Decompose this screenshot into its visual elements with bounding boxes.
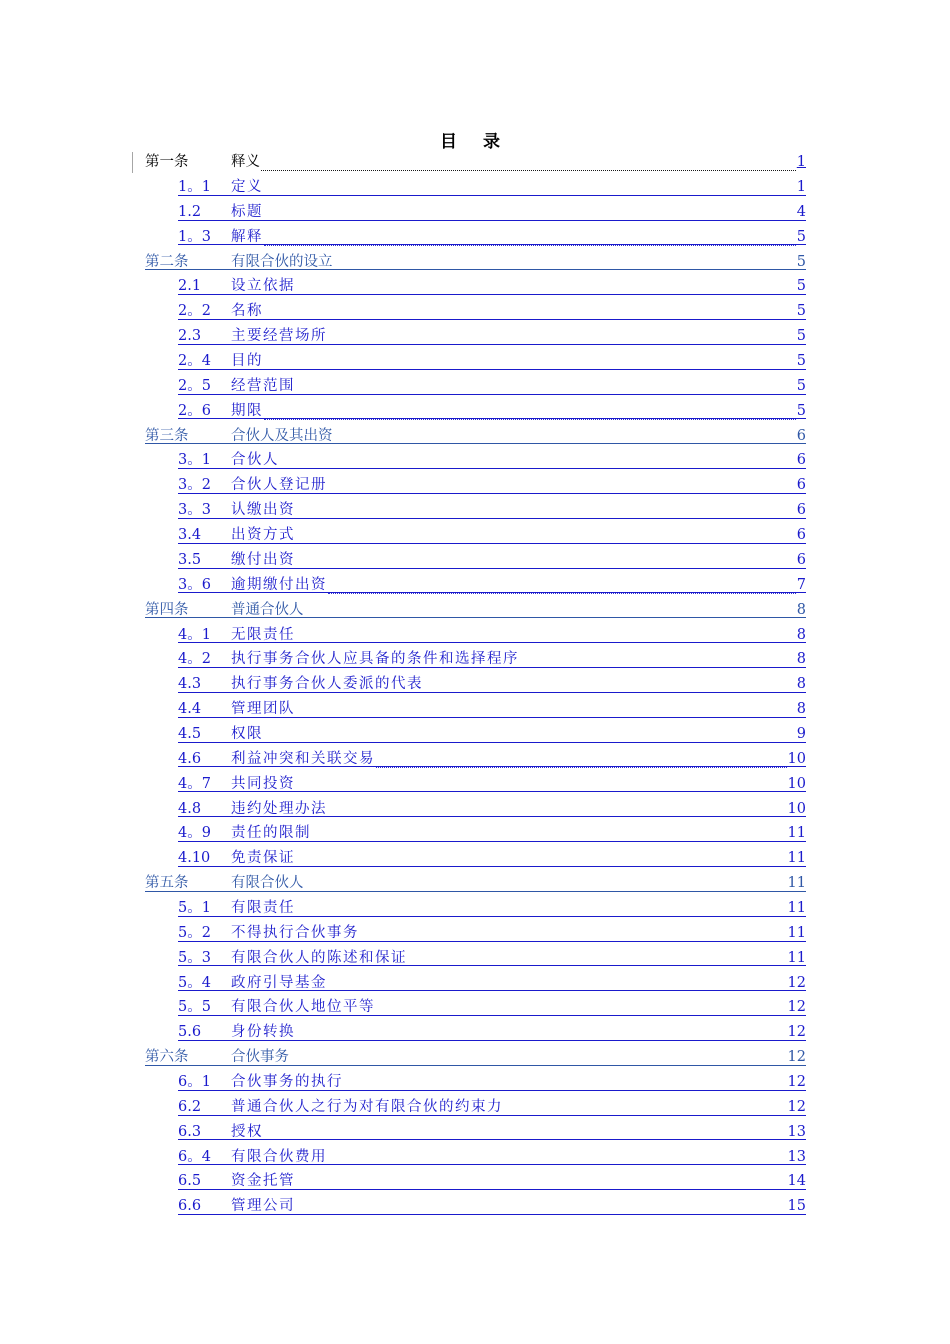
link-underline bbox=[178, 1090, 806, 1091]
toc-entry-title: 期限 bbox=[231, 402, 263, 419]
link-underline bbox=[145, 1065, 806, 1066]
toc-article-link[interactable] bbox=[0, 871, 950, 896]
toc-page-number: 12 bbox=[787, 974, 806, 991]
toc-entry-title: 合伙事务 bbox=[231, 1049, 289, 1066]
dot-leader bbox=[328, 976, 787, 991]
toc-entry-number: 3。2 bbox=[178, 477, 211, 494]
toc-entry-number: 6。1 bbox=[178, 1073, 211, 1090]
toc-entry-title: 有限合伙费用 bbox=[231, 1148, 327, 1165]
link-underline bbox=[178, 791, 806, 792]
link-underline bbox=[178, 667, 806, 668]
toc-page-number: 5 bbox=[796, 228, 806, 245]
toc-entry-number: 4。9 bbox=[178, 825, 211, 842]
dot-leader bbox=[264, 206, 796, 221]
toc-entry-number: 4.3 bbox=[178, 676, 202, 693]
toc-entry-title: 标题 bbox=[231, 203, 263, 220]
toc-entry-number: 5。2 bbox=[178, 924, 211, 941]
link-underline bbox=[178, 1015, 806, 1016]
dot-leader bbox=[328, 479, 796, 494]
dot-leader bbox=[328, 330, 796, 345]
dot-leader bbox=[296, 380, 796, 395]
link-underline bbox=[145, 617, 806, 618]
link-underline bbox=[178, 692, 806, 693]
toc-entry-number: 第三条 bbox=[145, 427, 189, 444]
toc-page-number: 7 bbox=[796, 576, 806, 593]
toc-section-link[interactable] bbox=[0, 896, 950, 921]
dot-leader bbox=[408, 951, 787, 966]
toc-entry-number: 6.6 bbox=[178, 1198, 202, 1215]
toc-entry-title: 主要经营场所 bbox=[231, 328, 327, 345]
dot-leader bbox=[296, 1200, 787, 1215]
toc-page-number: 11 bbox=[787, 875, 806, 892]
dot-leader bbox=[328, 1150, 787, 1165]
dot-leader bbox=[376, 753, 787, 768]
toc-page-number: 8 bbox=[796, 601, 806, 618]
toc-entry-title: 定义 bbox=[231, 179, 263, 196]
link-underline bbox=[145, 891, 806, 892]
toc-page-number: 10 bbox=[787, 750, 806, 767]
toc-section-link[interactable] bbox=[0, 647, 950, 672]
dot-leader bbox=[334, 429, 796, 444]
toc-entry-number: 第六条 bbox=[145, 1049, 189, 1066]
link-underline bbox=[178, 1164, 806, 1165]
toc-page-number: 1 bbox=[796, 179, 806, 196]
link-underline bbox=[178, 468, 806, 469]
link-underline bbox=[178, 294, 806, 295]
toc-entry-title: 利益冲突和关联交易 bbox=[231, 750, 375, 767]
toc-section-link[interactable] bbox=[0, 1194, 950, 1219]
toc-page-number: 11 bbox=[787, 899, 806, 916]
toc-page-number: 5 bbox=[796, 253, 806, 270]
toc-page-number: 8 bbox=[796, 626, 806, 643]
toc-entry-number: 5。4 bbox=[178, 974, 211, 991]
toc-page-number: 5 bbox=[796, 402, 806, 419]
toc-page-number: 14 bbox=[787, 1173, 806, 1190]
toc-entry-title: 设立依据 bbox=[231, 278, 295, 295]
toc-article-link[interactable] bbox=[0, 423, 950, 448]
toc-section-link[interactable] bbox=[0, 921, 950, 946]
toc-section-link[interactable] bbox=[0, 498, 950, 523]
toc-entry-number: 第四条 bbox=[145, 601, 189, 618]
toc-entry-title: 责任的限制 bbox=[231, 825, 311, 842]
dot-leader bbox=[264, 305, 796, 320]
dot-leader bbox=[296, 1175, 787, 1190]
toc-section-link[interactable] bbox=[0, 1070, 950, 1095]
dot-leader bbox=[312, 827, 787, 842]
toc-page-number: 6 bbox=[796, 551, 806, 568]
dot-leader bbox=[296, 628, 796, 643]
toc-section-link[interactable] bbox=[0, 1020, 950, 1045]
toc-section-link[interactable] bbox=[0, 946, 950, 971]
toc-page-number: 5 bbox=[796, 303, 806, 320]
link-underline bbox=[178, 742, 806, 743]
toc-entry-number: 2.1 bbox=[178, 278, 202, 295]
toc-section-link[interactable] bbox=[0, 697, 950, 722]
toc-entry-title: 合伙事务的执行 bbox=[231, 1073, 343, 1090]
toc-section-link[interactable] bbox=[0, 374, 950, 399]
toc-entry-title: 释义 bbox=[231, 154, 260, 171]
toc-entry-title: 管理公司 bbox=[231, 1198, 295, 1215]
toc-section-link[interactable] bbox=[0, 274, 950, 299]
toc-page-number: 12 bbox=[787, 1049, 806, 1066]
toc-entry-title: 普通合伙人之行为对有限合伙的约束力 bbox=[231, 1098, 503, 1115]
dot-leader bbox=[305, 603, 796, 618]
link-underline bbox=[178, 319, 806, 320]
toc-section-link[interactable] bbox=[0, 473, 950, 498]
toc-entry-title: 经营范围 bbox=[231, 377, 295, 394]
toc-section-link[interactable] bbox=[0, 399, 950, 424]
link-underline bbox=[178, 1040, 806, 1041]
toc-entry-number: 第一条 bbox=[145, 154, 189, 171]
link-underline bbox=[178, 244, 806, 245]
toc-entry-title: 执行事务合伙人委派的代表 bbox=[231, 676, 423, 693]
link-underline bbox=[178, 816, 806, 817]
toc-section-link[interactable] bbox=[0, 523, 950, 548]
toc-entry-number: 3.5 bbox=[178, 551, 202, 568]
toc-entry-number: 6.5 bbox=[178, 1173, 202, 1190]
link-underline bbox=[178, 1189, 806, 1190]
link-underline bbox=[178, 916, 806, 917]
link-underline bbox=[145, 269, 806, 270]
toc-entry-number: 6。4 bbox=[178, 1148, 211, 1165]
toc-entry-number: 4.6 bbox=[178, 750, 202, 767]
toc-entry-number: 5。1 bbox=[178, 899, 211, 916]
toc-page-number: 6 bbox=[796, 502, 806, 519]
toc-entry-title: 执行事务合伙人应具备的条件和选择程序 bbox=[231, 651, 519, 668]
toc-entry-number: 4。1 bbox=[178, 626, 211, 643]
toc-entry-number: 1.2 bbox=[178, 203, 202, 220]
toc-page-number: 8 bbox=[796, 676, 806, 693]
toc-page-number: 12 bbox=[787, 1098, 806, 1115]
toc-entry-number: 5。5 bbox=[178, 999, 211, 1016]
toc-section-link[interactable] bbox=[0, 747, 950, 772]
toc-entry-title: 管理团队 bbox=[231, 701, 295, 718]
toc-page-number: 13 bbox=[787, 1123, 806, 1140]
toc-section-link[interactable] bbox=[0, 1120, 950, 1145]
toc-entry-title: 缴付出资 bbox=[231, 551, 295, 568]
toc-section-link[interactable] bbox=[0, 175, 950, 200]
dot-leader bbox=[520, 653, 796, 668]
dot-leader bbox=[305, 877, 787, 892]
dot-leader bbox=[296, 902, 787, 917]
toc-entry-number: 2。2 bbox=[178, 303, 211, 320]
dot-leader bbox=[264, 405, 796, 420]
toc-entry-title: 目的 bbox=[231, 353, 263, 370]
toc-entry-title: 有限合伙人的陈述和保证 bbox=[231, 949, 407, 966]
toc-entry-number: 4.10 bbox=[178, 850, 211, 867]
toc-page-number: 11 bbox=[787, 850, 806, 867]
toc-entry-title: 不得执行合伙事务 bbox=[231, 924, 359, 941]
dot-leader bbox=[296, 777, 787, 792]
link-underline bbox=[178, 866, 806, 867]
toc-entry-number: 3。3 bbox=[178, 502, 211, 519]
toc-entry-title: 有限合伙的设立 bbox=[231, 253, 333, 270]
toc-entry-title: 合伙人及其出资 bbox=[231, 427, 333, 444]
toc-page-number: 11 bbox=[787, 825, 806, 842]
toc-article-link[interactable] bbox=[0, 597, 950, 622]
toc-entry-number: 4.8 bbox=[178, 800, 202, 817]
toc-section-link[interactable] bbox=[0, 672, 950, 697]
toc-page-number: 4 bbox=[796, 203, 806, 220]
link-underline bbox=[178, 941, 806, 942]
toc-entry-number: 1。1 bbox=[178, 179, 211, 196]
link-underline bbox=[178, 394, 806, 395]
toc-entry-title: 违约处理办法 bbox=[231, 800, 327, 817]
toc-page-number: 6 bbox=[796, 452, 806, 469]
toc-entry-number: 2。6 bbox=[178, 402, 211, 419]
toc-page-number: 12 bbox=[787, 999, 806, 1016]
toc-entry-title: 共同投资 bbox=[231, 775, 295, 792]
toc-page-number: 8 bbox=[796, 651, 806, 668]
dot-leader bbox=[424, 678, 796, 693]
toc-page-number: 5 bbox=[796, 377, 806, 394]
toc-page-number: 5 bbox=[796, 328, 806, 345]
toc-section-link[interactable] bbox=[0, 299, 950, 324]
link-underline bbox=[178, 195, 806, 196]
toc-entry-number: 第二条 bbox=[145, 253, 189, 270]
link-underline bbox=[178, 493, 806, 494]
toc-section-link[interactable] bbox=[0, 722, 950, 747]
toc-section-link[interactable] bbox=[0, 1144, 950, 1169]
toc-page-number: 12 bbox=[787, 1073, 806, 1090]
toc-entry-title: 政府引导基金 bbox=[231, 974, 327, 991]
dot-leader bbox=[296, 852, 787, 867]
toc-section-link[interactable] bbox=[0, 1095, 950, 1120]
toc-page-number: 9 bbox=[796, 725, 806, 742]
toc-section-link[interactable] bbox=[0, 548, 950, 573]
link-underline bbox=[178, 344, 806, 345]
link-underline bbox=[178, 990, 806, 991]
toc-page-number: 10 bbox=[787, 775, 806, 792]
toc-entry-number: 3。1 bbox=[178, 452, 211, 469]
dot-leader bbox=[280, 454, 796, 469]
dot-leader bbox=[328, 802, 787, 817]
toc-entry-number: 1。3 bbox=[178, 228, 211, 245]
dot-leader bbox=[296, 529, 796, 544]
toc-page-number: 8 bbox=[796, 701, 806, 718]
dot-leader bbox=[264, 728, 796, 743]
link-underline bbox=[178, 592, 806, 593]
toc-section-link[interactable] bbox=[0, 995, 950, 1020]
toc-page-number: 5 bbox=[796, 353, 806, 370]
toc-entry-number: 6.2 bbox=[178, 1098, 202, 1115]
toc-entry-title: 解释 bbox=[231, 228, 263, 245]
dot-leader bbox=[360, 927, 787, 942]
dot-leader bbox=[296, 280, 796, 295]
toc-section-link[interactable] bbox=[0, 796, 950, 821]
link-underline bbox=[178, 1214, 806, 1215]
toc-page-number: 6 bbox=[796, 527, 806, 544]
toc-entry-title: 名称 bbox=[231, 303, 263, 320]
toc-page-number: 10 bbox=[787, 800, 806, 817]
toc-entry-title: 权限 bbox=[231, 725, 263, 742]
toc-entry-title: 合伙人登记册 bbox=[231, 477, 327, 494]
link-underline bbox=[178, 841, 806, 842]
dot-leader bbox=[334, 255, 796, 270]
toc-entry-title: 资金托管 bbox=[231, 1173, 295, 1190]
toc-section-link[interactable] bbox=[0, 846, 950, 871]
toc-entry-number: 3。6 bbox=[178, 576, 211, 593]
toc-entry-title: 有限责任 bbox=[231, 899, 295, 916]
toc-entry-title: 免责保证 bbox=[231, 850, 295, 867]
toc-entry-number: 2。4 bbox=[178, 353, 211, 370]
toc-section-link[interactable] bbox=[0, 1169, 950, 1194]
dot-leader bbox=[344, 1076, 787, 1091]
toc-page-number: 1 bbox=[796, 154, 806, 171]
link-underline bbox=[178, 766, 806, 767]
toc-article-link[interactable] bbox=[0, 249, 950, 274]
toc-section-link[interactable] bbox=[0, 225, 950, 250]
toc-entry-number: 5。3 bbox=[178, 949, 211, 966]
dot-leader bbox=[290, 1051, 787, 1066]
toc-entry-title: 无限责任 bbox=[231, 626, 295, 643]
toc-section-link[interactable] bbox=[0, 821, 950, 846]
dot-leader bbox=[264, 355, 796, 370]
link-underline bbox=[178, 1115, 806, 1116]
toc-entry-number: 第五条 bbox=[145, 875, 189, 892]
toc-page-number: 15 bbox=[787, 1198, 806, 1215]
toc-section-link[interactable] bbox=[0, 200, 950, 225]
dot-leader bbox=[296, 703, 796, 718]
toc-entry-number: 2。5 bbox=[178, 377, 211, 394]
table-of-contents bbox=[0, 150, 950, 1219]
link-underline bbox=[178, 418, 806, 419]
toc-entry-title: 合伙人 bbox=[231, 452, 279, 469]
toc-section-link[interactable] bbox=[0, 324, 950, 349]
toc-section-link[interactable] bbox=[0, 573, 950, 598]
toc-entry-title: 认缴出资 bbox=[231, 502, 295, 519]
link-underline bbox=[178, 642, 806, 643]
toc-entry-title: 身份转换 bbox=[231, 1024, 295, 1041]
toc-page-number: 11 bbox=[787, 949, 806, 966]
toc-entry-number: 2.3 bbox=[178, 328, 202, 345]
toc-entry-title: 普通合伙人 bbox=[231, 601, 304, 618]
toc-page-number: 5 bbox=[796, 278, 806, 295]
toc-article-link[interactable] bbox=[0, 150, 950, 175]
toc-entry-title: 有限合伙人 bbox=[231, 875, 304, 892]
toc-page-number: 12 bbox=[787, 1024, 806, 1041]
toc-entry-title: 有限合伙人地位平等 bbox=[231, 999, 375, 1016]
toc-section-link[interactable] bbox=[0, 349, 950, 374]
dot-leader bbox=[264, 231, 796, 246]
link-underline bbox=[178, 717, 806, 718]
dot-leader bbox=[504, 1101, 787, 1116]
toc-entry-title: 授权 bbox=[231, 1123, 263, 1140]
dot-leader bbox=[376, 1001, 787, 1016]
toc-section-link[interactable] bbox=[0, 771, 950, 796]
link-underline bbox=[178, 965, 806, 966]
toc-entry-number: 5.6 bbox=[178, 1024, 202, 1041]
toc-page-number: 6 bbox=[796, 427, 806, 444]
link-underline bbox=[178, 220, 806, 221]
dot-leader bbox=[264, 1125, 787, 1140]
link-underline bbox=[178, 518, 806, 519]
link-underline bbox=[178, 568, 806, 569]
toc-entry-number: 4。2 bbox=[178, 651, 211, 668]
toc-page-number: 11 bbox=[787, 924, 806, 941]
dot-leader bbox=[296, 1026, 787, 1041]
toc-entry-number: 4.4 bbox=[178, 701, 202, 718]
toc-entry-title: 出资方式 bbox=[231, 527, 295, 544]
toc-section-link[interactable] bbox=[0, 622, 950, 647]
toc-entry-number: 3.4 bbox=[178, 527, 202, 544]
toc-section-link[interactable] bbox=[0, 970, 950, 995]
toc-section-link[interactable] bbox=[0, 448, 950, 473]
toc-page-number: 13 bbox=[787, 1148, 806, 1165]
toc-entry-number: 4。7 bbox=[178, 775, 211, 792]
link-underline bbox=[178, 543, 806, 544]
link-underline bbox=[145, 443, 806, 444]
toc-page-number: 6 bbox=[796, 477, 806, 494]
dot-leader bbox=[328, 579, 796, 594]
toc-title: 目 录 bbox=[440, 132, 510, 152]
toc-entry-title: 逾期缴付出资 bbox=[231, 576, 327, 593]
dot-leader bbox=[296, 504, 796, 519]
toc-article-link[interactable] bbox=[0, 1045, 950, 1070]
dot-leader bbox=[264, 181, 796, 196]
dot-leader bbox=[261, 156, 796, 171]
link-underline bbox=[178, 1139, 806, 1140]
link-underline bbox=[178, 369, 806, 370]
toc-entry-number: 4.5 bbox=[178, 725, 202, 742]
dot-leader bbox=[296, 554, 796, 569]
toc-entry-number: 6.3 bbox=[178, 1123, 202, 1140]
